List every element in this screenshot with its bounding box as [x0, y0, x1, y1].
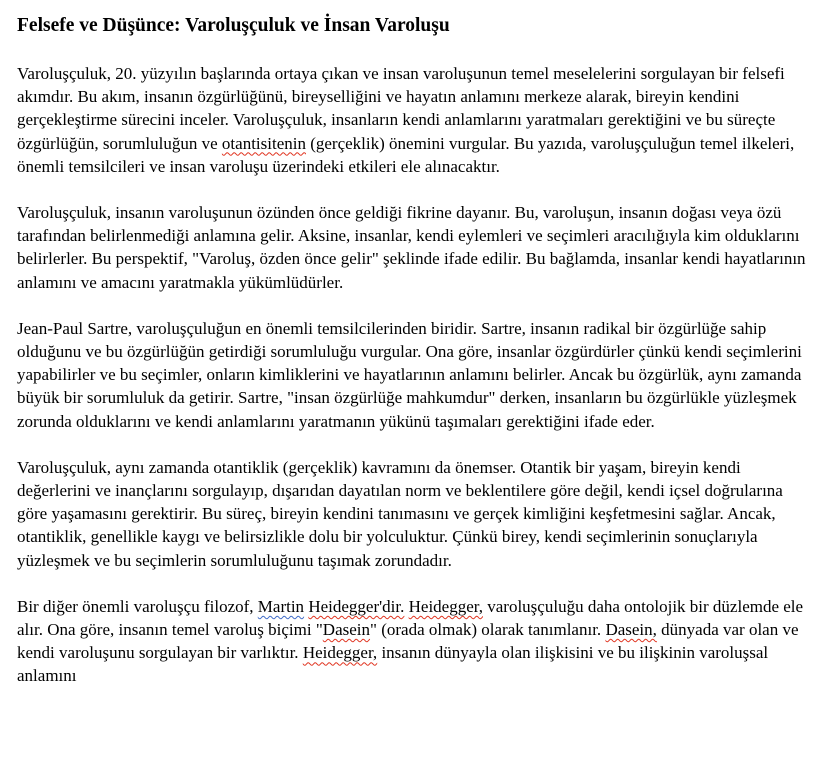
paragraph — [17, 595, 810, 688]
paragraph — [17, 62, 810, 178]
text-run: Varoluşçuluk, aynı zamanda otantiklik (gerçeklik) kavramını da önemser. Otantik bir yaşam, bireyin kendi değerlerini ve inançlarını sorgulayıp, dışarıdan dayatılan norm ve beklentilere göre değil, kendi içsel doğrularına göre yaşamasını gerektirir. Bu süreç, bireyin kendini tanımasını ve gerçek kimliğini keşfetmesini sağlar. Ancak, otantiklik, genellikle kaygı ve belirsizlikle dolu bir yolculuktur. Çünkü birey, kendi seçimlerinin sonuçlarıyla yüzleşmek ve bu seçimlerin sorumluluğunu taşımak zorundadır. — [17, 457, 783, 570]
misspelled-word: otantisitenin — [221, 133, 306, 153]
paragraph — [17, 456, 810, 572]
text-run: Varoluşçuluk, 20. yüzyılın başlarında ortaya çıkan ve insan varoluşunun temel meselelerini sorgulayan bir felsefi akımdır. Bu akım, insanın özgürlüğünü, bireyselliğini ve hayatın anlamını merkeze alarak, bireyin kendini gerçekleştirme sürecini inceler. Varoluşçuluk, insanların kendi anlamlarını yaratmaları gerektiğini ve bu süreçte özgürlüğün, sorumluluğun ve — [17, 64, 785, 153]
grammar-flagged-word: Martin — [257, 596, 305, 616]
text-run: Jean-Paul Sartre, varoluşçuluğun en önemli temsilcilerinden biridir. Sartre, insanın radikal bir özgürlüğe sahip olduğunu ve bu özgürlüğün getirdiği sorumluluğu vurgular. Ona göre, insanlar özgürdürler çünkü kendi seçimlerini yapabilirler ve bu seçimler, onların kimliklerini ve hayatlarının anlamını belirler. Ancak bu özgürlük, aynı zamanda büyük bir sorumluluk da getirir. Sartre, "insan özgürlüğe mahkumdur" derken, insanların bu özgürlükle yüzleşmek zorunda olduklarını ve kendi anlamlarını yaratmanın yükünü taşımaları gerektiğini ifade eder. — [17, 318, 802, 431]
text-run: Bir diğer önemli varoluşçu filozof, — [17, 596, 258, 616]
paragraph — [17, 317, 810, 433]
misspelled-word: Dasein — [322, 620, 371, 640]
text-run: dünyada var olan ve kendi varoluşunu sorgulayan bir varlıktır. — [17, 620, 799, 663]
paragraph — [17, 201, 810, 294]
text-run: " (orada olmak) olarak tanımlanır. — [370, 620, 606, 640]
misspelled-word: Heidegger, — [408, 596, 483, 616]
text-run: (gerçeklik) önemini vurgular. Bu yazıda, varoluşçuluğun temel ilkeleri, önemli temsilcileri ve insan varoluşu üzerindeki etkileri ele alınacaktır. — [17, 133, 795, 176]
text-run: insanın dünyayla olan ilişkisini ve bu ilişkinin varoluşsal anlamını — [17, 643, 769, 686]
misspelled-word: Dasein, — [605, 620, 657, 640]
text-run: varoluşçuluğu daha ontolojik bir düzlemde ele alır. Ona göre, insanın temel varoluş biçimi " — [17, 596, 804, 640]
document-body — [17, 62, 810, 688]
text-run: Varoluşçuluk, insanın varoluşunun özünden önce geldiği fikrine dayanır. Bu, varoluşun, insanın doğası veya özü tarafından belirlenmediği anlamına gelir. Aksine, insanlar, kendi eylemleri ve seçimleri aracılığıyla kim olduklarını belirlerler. Bu perspektif, "Varoluş, özden önce gelir" şeklinde ifade edilir. Bu bağlamda, insanlar kendi hayatlarının anlamını ve amacını yaratmakla yükümlüdürler. — [17, 203, 806, 292]
misspelled-word: Heidegger'dir. — [308, 596, 405, 616]
document-title: Felsefe ve Düşünce: Varoluşçuluk ve İnsan Varoluşu — [17, 15, 450, 36]
misspelled-word: Heidegger, — [302, 643, 378, 663]
